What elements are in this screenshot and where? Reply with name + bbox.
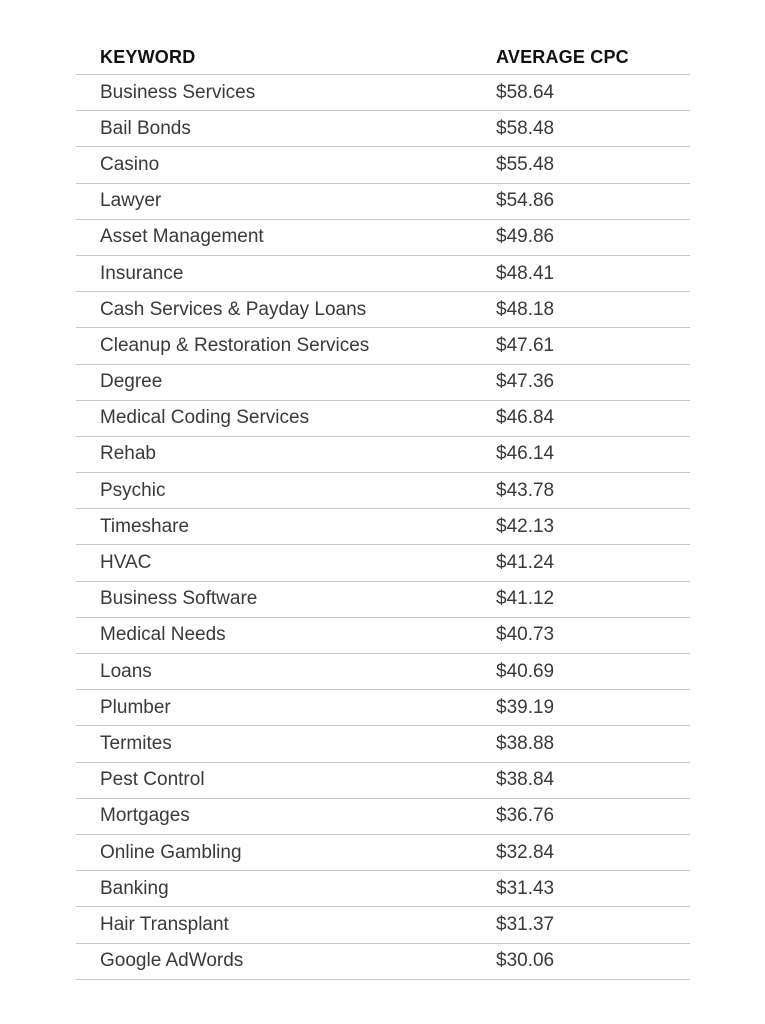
- average-cpc-cell: $54.86: [496, 190, 555, 212]
- table-row: [76, 871, 690, 907]
- average-cpc-cell: $58.64: [496, 81, 555, 103]
- keyword-cell: Plumber: [100, 696, 171, 718]
- keyword-cell: Hair Transplant: [100, 913, 229, 935]
- table-row: [76, 763, 690, 799]
- keyword-cell: Termites: [100, 732, 172, 754]
- average-cpc-cell: $40.69: [496, 660, 555, 682]
- average-cpc-cell: $49.86: [496, 226, 555, 248]
- table-row: [76, 220, 690, 256]
- average-cpc-cell: $55.48: [496, 153, 555, 175]
- table-row: [76, 437, 690, 473]
- keyword-cell: Bail Bonds: [100, 117, 191, 139]
- average-cpc-cell: $46.84: [496, 407, 555, 429]
- table-row: [76, 147, 690, 183]
- table-row: [76, 545, 690, 581]
- keyword-cell: Business Services: [100, 81, 256, 103]
- average-cpc-cell: $58.48: [496, 117, 555, 139]
- average-cpc-cell: $47.36: [496, 371, 555, 393]
- average-cpc-cell: $36.76: [496, 805, 555, 827]
- table-row: [76, 292, 690, 328]
- table-row: [76, 256, 690, 292]
- table-row: [76, 618, 690, 654]
- column-header-average-cpc: AVERAGE CPC: [496, 46, 629, 67]
- average-cpc-cell: $47.61: [496, 334, 555, 356]
- keyword-cell: Casino: [100, 153, 160, 175]
- table-row: [76, 184, 690, 220]
- keyword-cell: Pest Control: [100, 769, 205, 791]
- average-cpc-cell: $46.14: [496, 443, 555, 465]
- keyword-cell: Cash Services & Payday Loans: [100, 298, 367, 320]
- table-row: [76, 690, 690, 726]
- table-row: [76, 509, 690, 545]
- average-cpc-cell: $31.43: [496, 877, 555, 899]
- average-cpc-cell: $42.13: [496, 515, 555, 537]
- keyword-cell: Business Software: [100, 588, 258, 610]
- average-cpc-cell: $43.78: [496, 479, 555, 501]
- keyword-cell: Online Gambling: [100, 841, 242, 863]
- keyword-cell: Asset Management: [100, 226, 264, 248]
- keyword-cell: Mortgages: [100, 805, 190, 827]
- average-cpc-cell: $30.06: [496, 950, 555, 972]
- average-cpc-cell: $48.41: [496, 262, 555, 284]
- average-cpc-cell: $41.24: [496, 552, 555, 574]
- table-row: [76, 75, 690, 111]
- average-cpc-cell: $31.37: [496, 913, 555, 935]
- keyword-cell: Insurance: [100, 262, 184, 284]
- table-header-row: [76, 40, 690, 75]
- keyword-cell: Medical Coding Services: [100, 407, 310, 429]
- table-body: [76, 75, 690, 980]
- table-row: [76, 582, 690, 618]
- table-row: [76, 726, 690, 762]
- keyword-cpc-table: [76, 40, 690, 980]
- average-cpc-cell: $38.84: [496, 769, 555, 791]
- table-row: [76, 111, 690, 147]
- average-cpc-cell: $32.84: [496, 841, 555, 863]
- table-row: [76, 328, 690, 364]
- average-cpc-cell: $41.12: [496, 588, 555, 610]
- keyword-cell: Google AdWords: [100, 950, 244, 972]
- table-row: [76, 835, 690, 871]
- table-row: [76, 473, 690, 509]
- keyword-cell: HVAC: [100, 552, 152, 574]
- average-cpc-cell: $40.73: [496, 624, 555, 646]
- table-row: [76, 365, 690, 401]
- keyword-cell: Rehab: [100, 443, 156, 465]
- keyword-cell: Cleanup & Restoration Services: [100, 334, 370, 356]
- keyword-cell: Degree: [100, 371, 163, 393]
- keyword-cell: Timeshare: [100, 515, 190, 537]
- table-row: [76, 401, 690, 437]
- table-row: [76, 907, 690, 943]
- keyword-cell: Banking: [100, 877, 169, 899]
- column-header-keyword: KEYWORD: [100, 46, 196, 67]
- table-row: [76, 654, 690, 690]
- table-row: [76, 944, 690, 980]
- keyword-cell: Psychic: [100, 479, 166, 501]
- keyword-cell: Loans: [100, 660, 152, 682]
- average-cpc-cell: $48.18: [496, 298, 555, 320]
- average-cpc-cell: $39.19: [496, 696, 555, 718]
- average-cpc-cell: $38.88: [496, 732, 555, 754]
- keyword-cell: Lawyer: [100, 190, 162, 212]
- keyword-cell: Medical Needs: [100, 624, 226, 646]
- table-row: [76, 799, 690, 835]
